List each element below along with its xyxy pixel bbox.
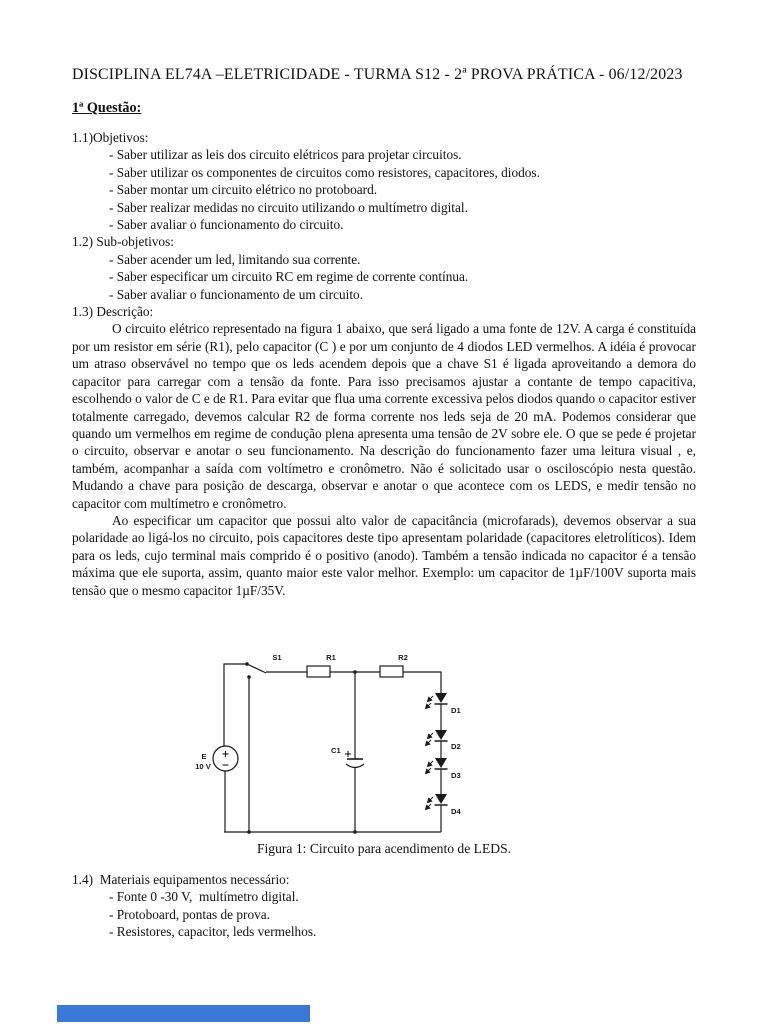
list-item: - Saber realizar medidas no circuito utilizando o multímetro digital. (109, 199, 468, 215)
document-body (72, 129, 696, 599)
objetivos-list (72, 146, 696, 233)
list-item: - Saber acender um led, limitando sua corrente. (109, 251, 361, 267)
materials-section (72, 871, 696, 941)
list-item: - Saber utilizar os componentes de circuitos como resistores, capacitores, diodos. (109, 164, 540, 180)
led-d1-icon (426, 693, 448, 709)
switch-lever-icon (247, 664, 266, 673)
led-d3-icon (426, 758, 448, 774)
resistor-r1-icon (307, 666, 330, 677)
label-source-e: E (201, 752, 207, 761)
sub-objetivos-heading: 1.2) Sub-objetivos: (72, 234, 174, 250)
page-bottom-progress-bar (57, 1005, 310, 1022)
wire-source-to-switch (224, 664, 247, 746)
led-d4-icon (426, 794, 448, 810)
label-d4: D4 (451, 807, 461, 816)
list-item: - Fonte 0 -30 V, multímetro digital. (109, 889, 299, 905)
node-dot-bottom-left (247, 830, 251, 834)
figure-1-caption: Figura 1: Circuito para acendimento de LEDS. (256, 841, 512, 856)
led-d2-icon (426, 730, 448, 746)
label-r1: R1 (326, 653, 336, 662)
label-d1: D1 (451, 706, 461, 715)
source-minus-sign: − (221, 760, 230, 771)
capacitor-plus-sign: + (344, 749, 352, 760)
materials-list (72, 888, 696, 940)
objetivos-heading: 1.1)Objetivos: (72, 130, 149, 145)
sub-objetivos-list (72, 251, 696, 303)
label-c1: C1 (331, 746, 341, 755)
list-item: - Saber avaliar o funcionamento do circuito. (109, 217, 344, 233)
list-item: - Saber avaliar o funcionamento de um circuito. (109, 286, 364, 302)
question-1-heading: 1ª Questão: (72, 100, 142, 116)
figure-1-circuit-diagram (190, 645, 470, 845)
materials-heading: 1.4) Materiais equipamentos necessário: (72, 872, 290, 887)
list-item: - Protoboard, pontas de prova. (109, 906, 271, 922)
descricao-paragraph-1: O circuito elétrico representado na figura 1 abaixo, que será ligado a uma fonte de 12V. A carga é constituída por um resistor em série (R1), pelo capacitor (C ) e por um conjunto de 4 diodos LED vermelhos. A idéia é provocar um atraso observável no tempo que os leds acendem depois que a chave S1 é ligada aproveitando a demora do capacitor para carregar com a tensão da fonte. Para isso precisamos ajustar a contante de tempo capacitiva, escolhendo o valor de C e de R1. Para evitar que flua uma corrente excessiva pelos diodos quando o capacitor estiver totalmente carregado, devemos calcular R2 de forma corrente nos leds seja de 20 mA. Podemos considerar que quando um vermelhos em regime de condução plena apresenta uma tensão de 2V sobre ele. O que se pede é projetar o circuito, observar e anotar o seu funcionamento. Na descrição do funcionamento fazer uma leitura visual , e, também, acompanhar a saída com voltímetro e cronômetro. Não é solicitado usar o osciloscópio nesta questão. Mudando a chave para posição de descarga, observar e anotar o que acontece com os LEDS, e medir tensão no capacitor com multímetro e cronômetro. (72, 321, 696, 511)
list-item: - Resistores, capacitor, leds vermelhos. (109, 924, 317, 940)
circuit-schematic (190, 645, 470, 845)
label-r2: R2 (398, 653, 408, 662)
label-d3: D3 (451, 771, 461, 780)
label-d2: D2 (451, 742, 461, 751)
list-item: - Saber montar um circuito elétrico no protoboard. (109, 182, 378, 198)
capacitor-plate-bottom (346, 764, 364, 768)
document-title: DISCIPLINA EL74A –ELETRICIDADE - TURMA S12 - 2ª PROVA PRÁTICA - 06/12/2023 (72, 66, 683, 83)
label-source-10v: 10 V (195, 762, 211, 771)
descricao-paragraph-2: Ao especificar um capacitor que possui alto valor de capacitância (microfarads), devemos observar a sua polaridade ao ligá-los no circuito, pois capacitores deste tipo apresentam polaridade (capacitores eletrolíticos). Idem para os leds, cujo terminal mais comprido é o positivo (anodo). Também a tensão indicada no capacitor é a tensão máxima que ele suporta, assim, quanto maior este valor melhor. Exemplo: um capacitor de 1µF/100V suporta mais tensão que o mesmo capacitor 1µF/35V. (72, 512, 696, 598)
resistor-r2-icon (380, 666, 403, 677)
descricao-heading: 1.3) Descrição: (72, 304, 154, 320)
list-item: - Saber utilizar as leis dos circuito elétricos para projetar circuitos. (109, 147, 462, 163)
source-plus-sign: + (221, 749, 230, 760)
list-item: - Saber especificar um circuito RC em regime de corrente contínua. (109, 269, 469, 285)
wire-r2-to-leds (403, 672, 441, 693)
node-dot-bottom-mid (353, 830, 357, 834)
label-s1: S1 (272, 653, 282, 662)
